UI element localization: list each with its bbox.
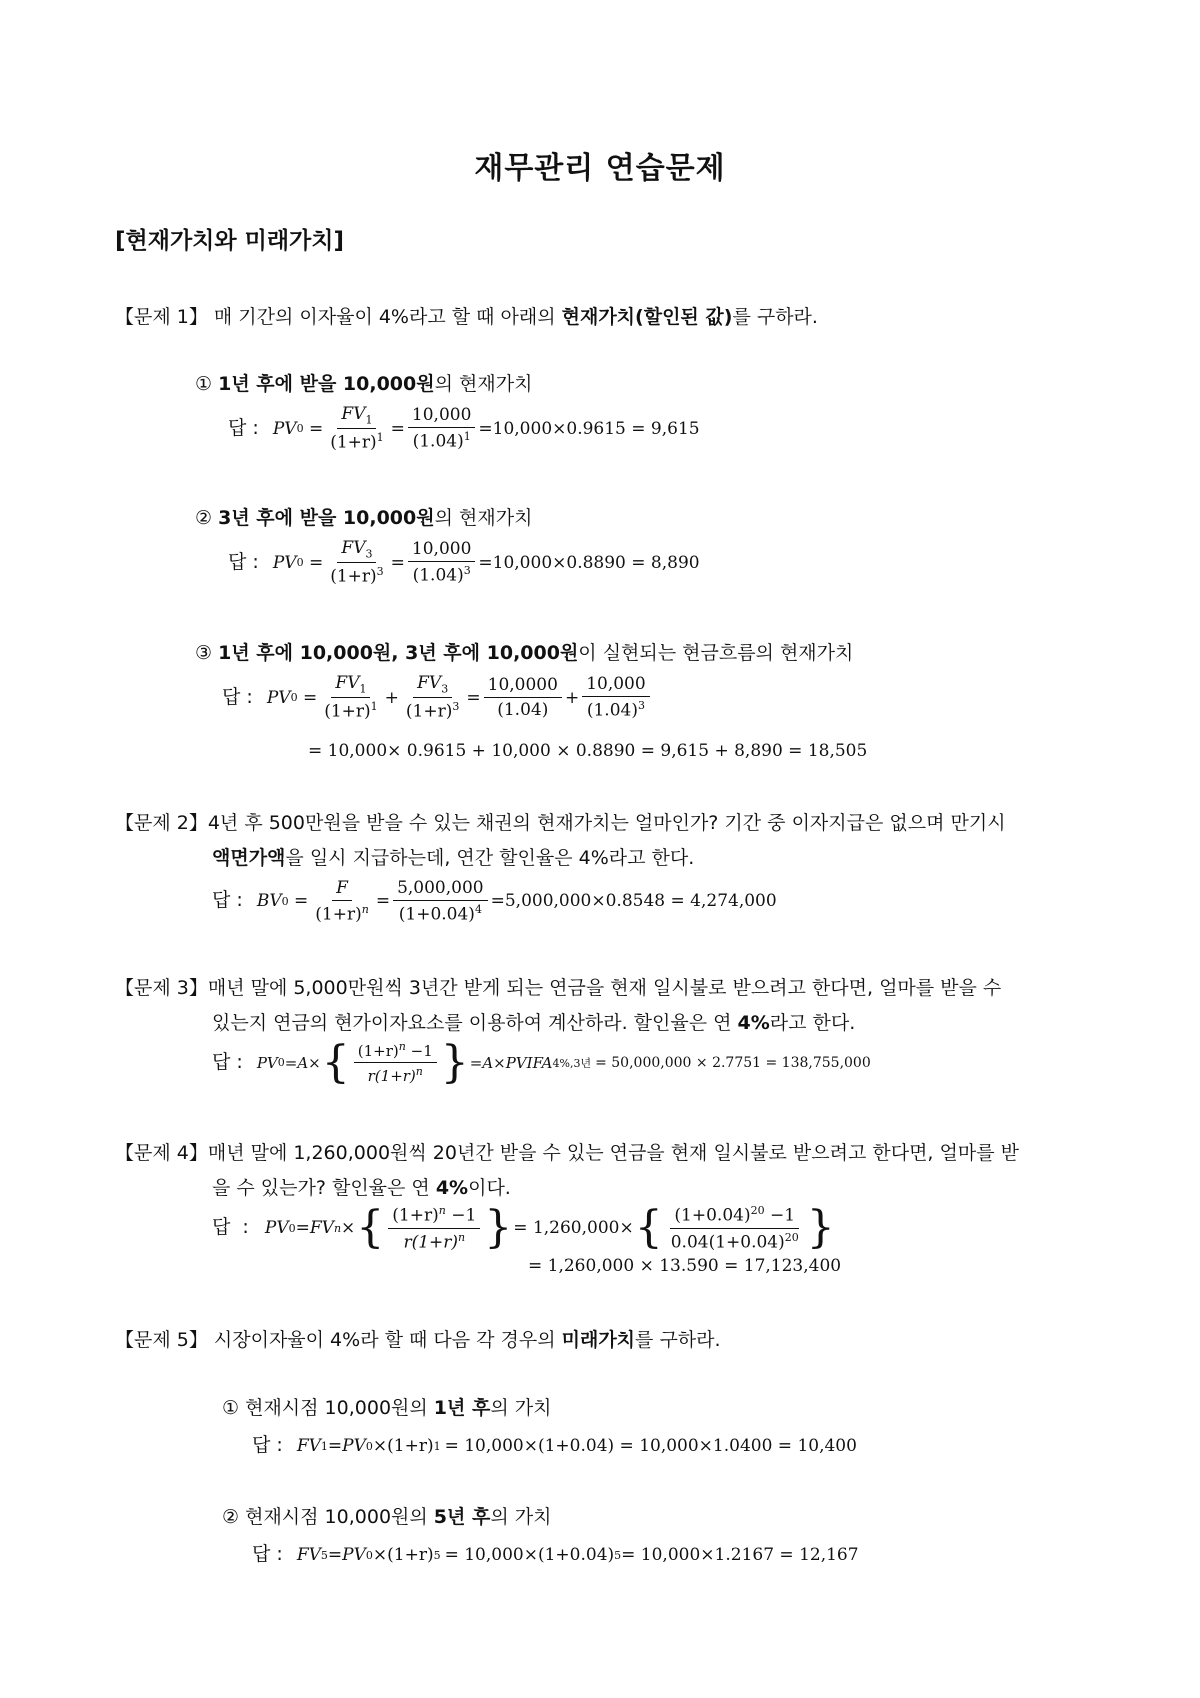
problem-4-answer-line2: = 1,260,000 × 13.590 = 17,123,400 <box>528 1256 842 1276</box>
answer-label: 답 : <box>212 889 243 912</box>
problem-2-statement-line2: 액면가액을 일시 지급하는데, 연간 할인율은 4%라고 한다. <box>212 847 695 869</box>
page-title: 재무관리 연습문제 <box>474 151 726 186</box>
equation: PV 0 =FV n × { $\frac{(1+r)^n -1}{r(1+r)^n}$ } = 1,260,000× { $\frac{(1+0.04)^{20} -1}{0.04(1+0.04)^{20}}$ } <box>264 1202 835 1254</box>
problem-3-statement: 【문제 3】매년 말에 5,000만원씩 3년간 받게 되는 연금을 현재 일시불로 받으려고 한다면, 얼마를 받을 수 <box>115 977 1002 999</box>
problem-1-item-3-answer <box>222 673 653 722</box>
problem-1-item-3: ③ 1년 후에 10,000원, 3년 후에 10,000원이 실현되는 현금흐름의 현재가치 <box>195 642 854 664</box>
problem-5-item-1-answer <box>252 1430 857 1457</box>
fraction: $\frac{F}{(1+r)^n}$ <box>315 878 369 925</box>
problem-5-number: 【문제 5】 <box>115 1329 208 1351</box>
answer-label: 답 : <box>228 550 259 573</box>
problem-1-number: 【문제 1】 <box>115 306 208 328</box>
fraction: $\frac{FV_3}{(1+r)^3}$ <box>330 538 384 588</box>
answer-label: 답 : <box>212 1050 243 1073</box>
fraction: $\frac{10,000}{(1.04)^3}$ <box>408 539 475 586</box>
problem-2-statement: 【문제 2】4년 후 500만원을 받을 수 있는 채권의 현재가치는 얼마인가? 기간 중 이자지급은 없으며 만기시 <box>115 812 1006 834</box>
equation: FV 5 =PV 0 ×(1+r) 5 = 10,000×(1+0.04) 5 = 10,000×1.2167 = 12,167 <box>296 1545 859 1565</box>
problem-2-answer <box>212 878 777 925</box>
equation: PV 0 = $\frac{FV_1}{(1+r)^1}$ + $\frac{FV_3}{(1+r)^3}$ = $\frac{10,0000}{(1.04)}$ + $\frac{10,000}{(1.04)^3}$ <box>267 673 653 722</box>
problem-3-statement-line2: 있는지 연금의 현가이자요소를 이용하여 계산하라. 할인율은 연 4%라고 한다. <box>212 1012 856 1034</box>
equation: PV 0 = $\frac{FV_3}{(1+r)^3}$ = $\frac{10,000}{(1.04)^3}$ =10,000×0.8890 = 8,890 <box>272 538 700 588</box>
problem-3-number: 【문제 3】 <box>115 977 208 999</box>
equation: PV 0 = $\frac{FV_1}{(1+r)^1}$ = $\frac{10,000}{(1.04)^1}$ =10,000×0.9615 = 9,615 <box>272 404 700 454</box>
problem-5-item-2: ② 현재시점 10,000원의 5년 후의 가치 <box>222 1506 552 1528</box>
answer-label: 답 : <box>228 416 259 439</box>
equation: BV 0 = $\frac{F}{(1+r)^n}$ = $\frac{5,000,000}{(1+0.04)^4}$ =5,000,000×0.8548 = 4,274,000 <box>256 878 777 925</box>
fraction: $\frac{(1+0.04)^{20} -1}{0.04(1+0.04)^{20}}$ <box>670 1204 799 1253</box>
fraction: $\frac{10,0000}{(1.04)}$ <box>484 675 562 720</box>
problem-1-item-3-answer-line2: = 10,000× 0.9615 + 10,000 × 0.8890 = 9,615 + 8,890 = 18,505 <box>308 741 868 761</box>
fraction: $\frac{FV_1}{(1+r)^1}$ <box>330 404 384 454</box>
problem-1-statement: 【문제 1】 매 기간의 이자율이 4%라고 할 때 아래의 현재가치(할인된 값)를 구하라. <box>115 306 818 328</box>
problem-4-statement: 【문제 4】매년 말에 1,260,000원씩 20년간 받을 수 있는 연금을 현재 일시불로 받으려고 한다면, 얼마를 받 <box>115 1142 1019 1164</box>
problem-3-answer <box>212 1036 871 1088</box>
fraction: $\frac{10,000}{(1.04)^1}$ <box>408 405 475 452</box>
problem-4-number: 【문제 4】 <box>115 1142 208 1164</box>
fraction: $\frac{(1+r)^n -1}{r(1+r)^n}$ <box>388 1204 480 1252</box>
equation: FV 1 =PV 0 ×(1+r) 1 = 10,000×(1+0.04) = 10,000×1.0400 = 10,400 <box>296 1436 857 1456</box>
fraction: $\frac{(1+r)^n -1}{r(1+r)^n}$ <box>354 1040 437 1085</box>
section-heading: [현재가치와 미래가치] <box>115 228 344 254</box>
fraction: $\frac{FV_3}{(1+r)^3}$ <box>405 673 460 723</box>
problem-2-number: 【문제 2】 <box>115 812 208 834</box>
problem-1-item-2: ② 3년 후에 받을 10,000원의 현재가치 <box>195 507 533 529</box>
fraction: $\frac{5,000,000}{(1+0.04)^4}$ <box>393 878 488 925</box>
problem-5-statement: 【문제 5】 시장이자율이 4%라 할 때 다음 각 경우의 미래가치를 구하라. <box>115 1329 721 1351</box>
fraction: $\frac{FV_1}{(1+r)^1}$ <box>324 673 378 723</box>
problem-1-item-1-answer <box>228 404 700 453</box>
answer-label: 답 : <box>252 1543 283 1565</box>
answer-label: 답 : <box>252 1434 283 1456</box>
fraction: $\frac{10,000}{(1.04)^3}$ <box>582 674 649 721</box>
answer-label: 답 : <box>212 1216 249 1239</box>
problem-4-statement-line2: 을 수 있는가? 할인율은 연 4%이다. <box>212 1177 511 1199</box>
answer-label: 답 : <box>222 685 253 708</box>
equation: PV 0 =A× { $\frac{(1+r)^n -1}{r(1+r)^n}$ } =A×PVIFA 4%,3년 = 50,000,000 × 2.7751 = 138,755,000 <box>256 1036 871 1088</box>
problem-5-item-1: ① 현재시점 10,000원의 1년 후의 가치 <box>222 1397 552 1419</box>
problem-4-answer <box>212 1204 836 1252</box>
problem-1-item-1: ① 1년 후에 받을 10,000원의 현재가치 <box>195 373 533 395</box>
problem-1-item-2-answer <box>228 538 700 587</box>
problem-5-item-2-answer <box>252 1539 859 1566</box>
